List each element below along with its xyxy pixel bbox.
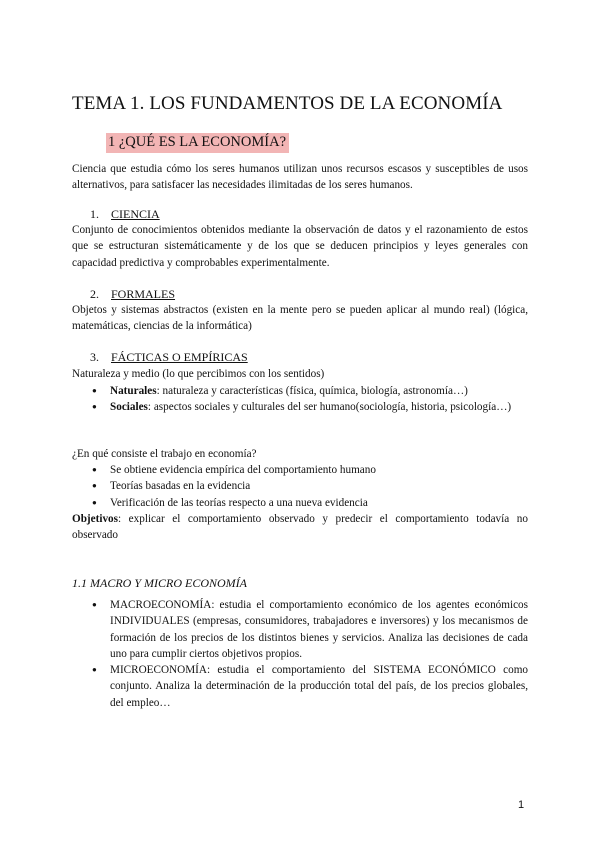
bullet-bold-term: Naturales: [110, 385, 157, 397]
bullet-text: : aspectos sociales y culturales del ser humano(sociología, historia, psicología…): [147, 401, 512, 414]
subheading-macro-micro: 1.1 MACRO Y MICRO ECONOMÍA: [72, 576, 247, 590]
question-text: ¿En qué consiste el trabajo en economía?: [72, 448, 257, 460]
list-item: [90, 399, 528, 415]
facticas-paragraph: Naturaleza y medio (lo que percibimos con los sentidos): [72, 368, 325, 380]
section-number: 2.: [90, 287, 99, 301]
section-title: FORMALES: [111, 287, 176, 301]
objectives-label: Objetivos: [72, 513, 118, 525]
macro-micro-bullet-list: [90, 597, 528, 711]
formales-paragraph: Objetos y sistemas abstractos (existen en la mente pero se pueden aplicar al mundo real) (lógica, matemáticas, ciencias de la informática): [72, 304, 528, 333]
list-item: ● Teorías basadas en la evidencia: [90, 478, 528, 494]
objectives-text: : explicar el comportamiento observado y predecir el comportamiento todavía no observado: [72, 513, 528, 542]
list-item: ● Verificación de las teorías respecto a una nueva evidencia: [90, 495, 528, 511]
ciencia-paragraph: Conjunto de conocimientos obtenidos mediante la observación de datos y el razonamiento de estos que se estructuran sistemáticamente y de los que se deducen principios y leyes generales con capacidad predictiva y comprobables experimentalmente.: [72, 224, 528, 269]
page-title: TEMA 1. LOS FUNDAMENTOS DE LA ECONOMÍA: [72, 93, 503, 114]
section-heading-facticas: [90, 350, 248, 365]
section-number: 1.: [90, 207, 99, 221]
list-item: ● MACROECONOMÍA: estudia el comportamiento económico de los agentes económicos INDIVIDUALES (empresas, consumidores, trabajadores e inversores) y los mecanismos de formación de los precios de los distintos bienes y servicios. Analiza las decisiones de cada uno para cumplir ciertos objetivos propios.: [90, 597, 528, 662]
list-item: ● MICROECONOMÍA: estudia el comportamiento del SISTEMA ECONÓMICO como conjunto. Analiza la determinación de la producción total del país, de los precios globales, del empleo…: [90, 662, 528, 711]
section-title: CIENCIA: [111, 207, 160, 221]
facticas-bullet-list: [90, 383, 528, 416]
section-heading-ciencia: [90, 207, 160, 222]
bullet-text: : naturaleza y características (física, química, biología, astronomía…): [156, 385, 468, 397]
bullet-bold-term: Sociales: [110, 401, 148, 414]
list-item: [90, 383, 528, 399]
section-number: 3.: [90, 350, 99, 364]
definition-paragraph: Ciencia que estudia cómo los seres humanos utilizan unos recursos escasos y susceptibles de usos alternativos, para satisfacer las necesidades ilimitadas de los seres humanos.: [72, 163, 528, 192]
highlighted-heading: 1 ¿QUÉ ES LA ECONOMÍA?: [106, 133, 289, 153]
work-bullet-list: [90, 462, 528, 511]
page-number: 1: [518, 799, 525, 811]
list-item: ● Se obtiene evidencia empírica del comportamiento humano: [90, 462, 528, 478]
objectives-paragraph: [72, 511, 528, 544]
section-title: FÁCTICAS O EMPÍRICAS: [111, 350, 248, 364]
section-heading-formales: [90, 287, 175, 302]
